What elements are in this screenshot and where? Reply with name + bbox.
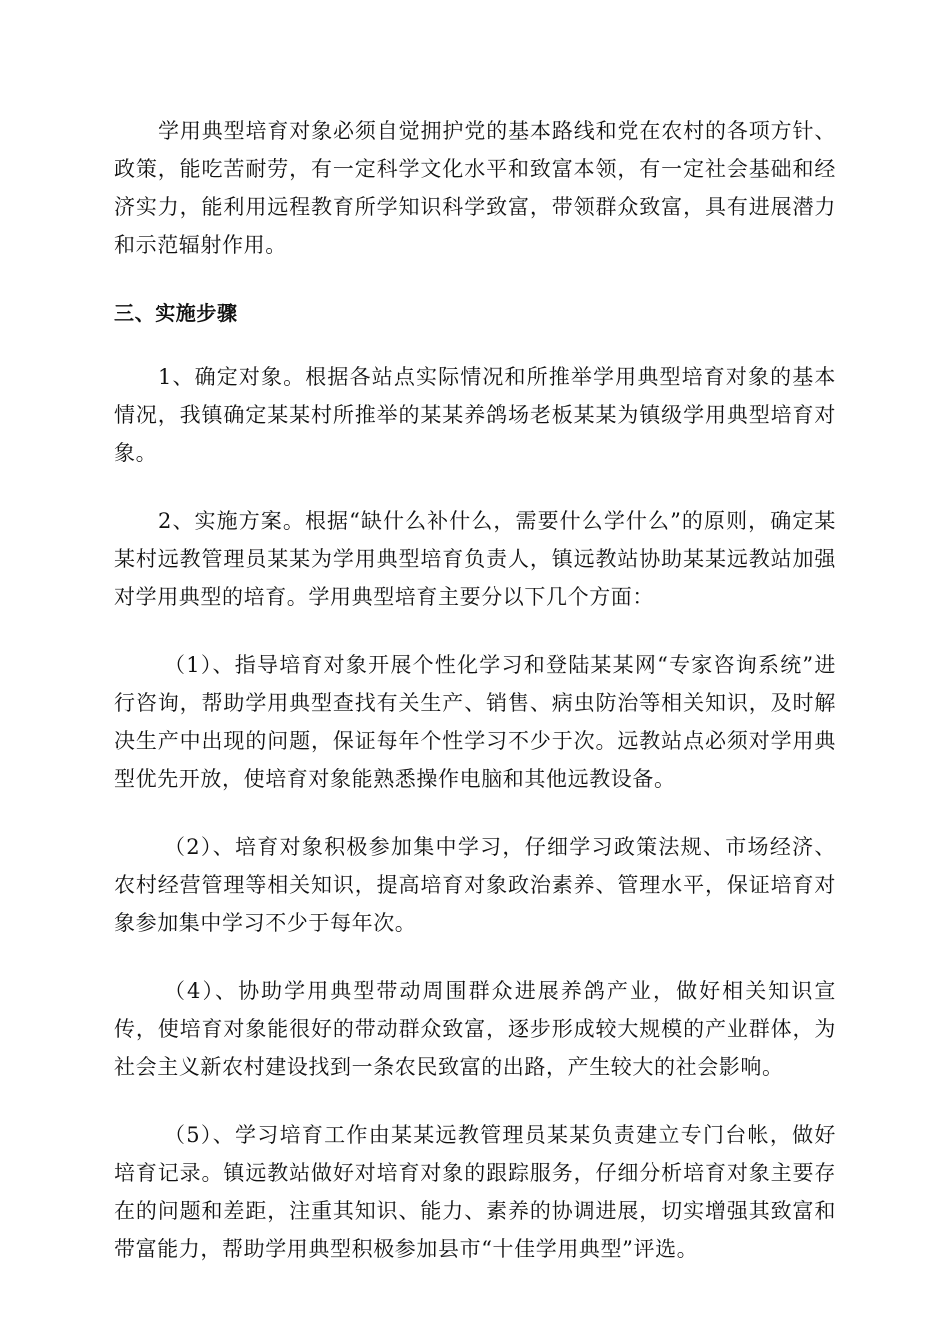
item1-paragraph: （1）、指导培育对象开展个性化学习和登陆某某网“专家咨询系统”进行咨询，帮助学用典型查找有关生产、销售、病虫防治等相关知识，及时解决生产中出现的问题，保证每年个性学习不少于次。远教站点必须对学用典型优先开放，使培育对象能熟悉操作电脑和其他远教设备。 (114, 653, 836, 791)
step1-paragraph: 1、确定对象。根据各站点实际情况和所推举学用典型培育对象的基本情况，我镇确定某某村所推举的某某养鸽场老板某某为镇级学用典型培育对象。 (114, 365, 836, 465)
document-body (114, 112, 836, 1268)
item5-paragraph: （5）、学习培育工作由某某远教管理员某某负责建立专门台帐，做好培育记录。镇远教站做好对培育对象的跟踪服务，仔细分析培育对象主要存在的问题和差距，注重其知识、能力、素养的协调进展，切实增强其致富和带富能力，帮助学用典型积极参加县市“十佳学用典型”评选。 (114, 1123, 836, 1261)
item2-paragraph: （2）、培育对象积极参加集中学习，仔细学习政策法规、市场经济、农村经营管理等相关知识，提高培育对象政治素养、管理水平，保证培育对象参加集中学习不少于每年次。 (114, 835, 836, 935)
item4-paragraph: （4）、协助学用典型带动周围群众进展养鸽产业，做好相关知识宣传，使培育对象能很好的带动群众致富，逐步形成较大规模的产业群体，为社会主义新农村建设找到一条农民致富的出路，产生较大的社会影响。 (114, 979, 836, 1079)
section-heading: 三、实施步骤 (114, 301, 238, 325)
intro-paragraph: 学用典型培育对象必须自觉拥护党的基本路线和党在农村的各项方针、政策，能吃苦耐劳，有一定科学文化水平和致富本领，有一定社会基础和经济实力，能利用远程教育所学知识科学致富，带领群众致富，具有进展潜力和示范辐射作用。 (114, 119, 836, 257)
step2-paragraph: 2、实施方案。根据“缺什么补什么，需要什么学什么”的原则，确定某某村远教管理员某某为学用典型培育负责人，镇远教站协助某某远教站加强对学用典型的培育。学用典型培育主要分以下几个方面： (114, 509, 836, 609)
